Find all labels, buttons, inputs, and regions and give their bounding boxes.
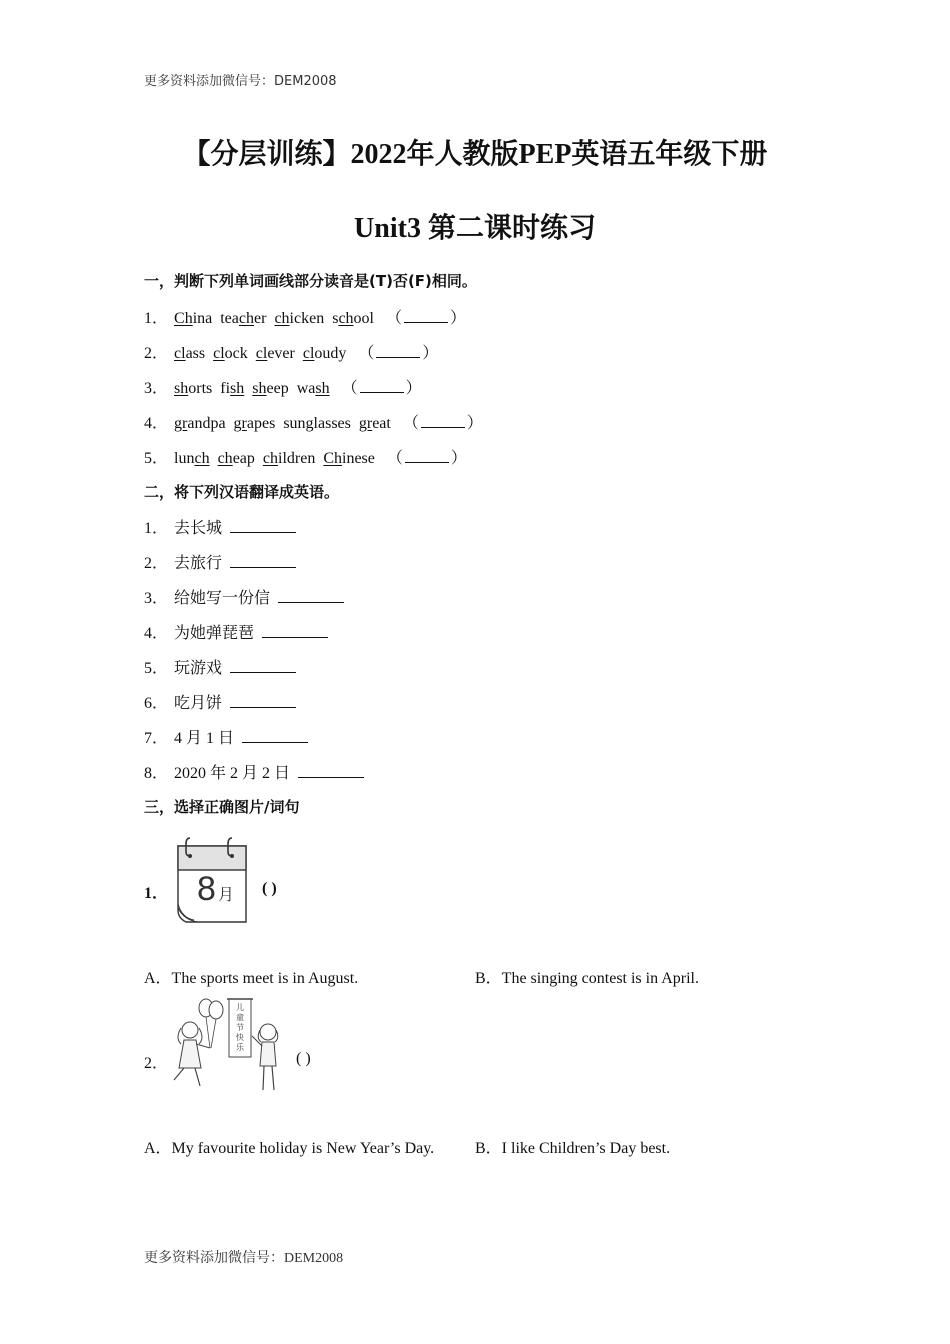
- section1-item-1: [144, 305, 466, 328]
- word: children: [262, 450, 316, 467]
- q1-answer-paren: ( ): [262, 880, 277, 897]
- item-number: 3．: [144, 380, 169, 397]
- calendar-icon: [172, 834, 252, 926]
- item-number: 1．: [144, 310, 169, 327]
- section2-item-6: [144, 690, 296, 713]
- word: cloudy: [302, 345, 347, 362]
- chinese-phrase: 去旅行: [174, 555, 223, 572]
- section1-item-4: [144, 410, 483, 433]
- item-number: 2．: [144, 345, 169, 362]
- section2-item-3: [144, 585, 344, 608]
- answer-blank[interactable]: （ ）: [358, 345, 439, 362]
- translation-blank[interactable]: [230, 693, 296, 708]
- word: wash: [296, 380, 330, 397]
- word: clever: [255, 345, 295, 362]
- word: cheap: [217, 450, 255, 467]
- page-header: 更多资料添加微信号：DEM2008: [144, 74, 337, 89]
- section2-item-1: [144, 515, 296, 538]
- section1-item-2: [144, 340, 438, 363]
- translation-blank[interactable]: [278, 588, 344, 603]
- word: fish: [220, 380, 245, 397]
- q1-number: 1．: [144, 885, 169, 902]
- section1-heading: 一，判断下列单词画线部分读音是(T)否(F)相同。: [144, 272, 477, 290]
- children-holiday-icon: [168, 996, 292, 1096]
- q1-option-a: A．The sports meet is in August.: [144, 970, 359, 987]
- q2-option-a: A．My favourite holiday is New Year’s Day.: [144, 1140, 435, 1157]
- q2-option-b: B．I like Children’s Day best.: [475, 1140, 671, 1157]
- answer-blank[interactable]: （ ）: [402, 415, 483, 432]
- q1-option-b: B．The singing contest is in April.: [475, 970, 699, 987]
- word: teacher: [220, 310, 267, 327]
- childrens-day-image: [168, 996, 292, 1096]
- word: grandpa: [174, 415, 226, 432]
- calendar-month: 月: [218, 885, 235, 904]
- banner-char: 节: [236, 1023, 244, 1032]
- word: clock: [213, 345, 248, 362]
- calendar-image: [172, 834, 252, 926]
- banner-char: 童: [236, 1013, 244, 1022]
- translation-blank[interactable]: [230, 658, 296, 673]
- calendar-number: 8: [197, 870, 216, 908]
- page-footer: 更多资料添加微信号：DEM2008: [144, 1251, 344, 1266]
- title-line-2: Unit3 第二课时练习: [354, 213, 596, 244]
- q2-number: 2．: [144, 1055, 169, 1072]
- translation-blank[interactable]: [242, 728, 308, 743]
- item-number: 4．: [144, 415, 169, 432]
- item-number: 5．: [144, 450, 169, 467]
- q2-answer-paren: ( ): [296, 1050, 311, 1067]
- word: class: [174, 345, 206, 362]
- section2-heading: 二，将下列汉语翻译成英语。: [144, 483, 340, 501]
- word: grapes: [233, 415, 276, 432]
- item-number: 8．: [144, 765, 169, 782]
- answer-blank[interactable]: （ ）: [386, 310, 467, 327]
- chinese-phrase: 去长城: [174, 520, 223, 537]
- word: sheep: [252, 380, 289, 397]
- banner-char: 快: [236, 1033, 244, 1042]
- section2-item-5: [144, 655, 296, 678]
- section2-item-4: [144, 620, 328, 643]
- translation-blank[interactable]: [262, 623, 328, 638]
- item-number: 7．: [144, 730, 169, 747]
- section2-item-7: [144, 725, 308, 748]
- banner-char: 儿: [236, 1003, 244, 1012]
- word: great: [358, 415, 391, 432]
- item-number: 2．: [144, 555, 169, 572]
- item-number: 1．: [144, 520, 169, 537]
- translation-blank[interactable]: [230, 553, 296, 568]
- title-line-1: 【分层训练】2022年人教版PEP英语五年级下册: [182, 139, 768, 170]
- item-number: 5．: [144, 660, 169, 677]
- chinese-phrase: 吃月饼: [174, 695, 223, 712]
- chinese-phrase: 给她写一份信: [174, 590, 271, 607]
- word: Chinese: [323, 450, 375, 467]
- item-number: 4．: [144, 625, 169, 642]
- word: sunglasses: [283, 415, 351, 432]
- word: lunch: [174, 450, 210, 467]
- banner-text: [236, 1002, 245, 1052]
- translation-blank[interactable]: [230, 518, 296, 533]
- translation-blank[interactable]: [298, 763, 364, 778]
- word: school: [332, 310, 374, 327]
- section2-item-2: [144, 550, 296, 573]
- chinese-phrase: 4 月 1 日: [174, 730, 235, 747]
- section1-item-3: [144, 375, 422, 398]
- banner-char: 乐: [236, 1043, 244, 1052]
- section1-item-5: [144, 445, 467, 468]
- chinese-phrase: 2020 年 2 月 2 日: [174, 765, 291, 782]
- item-number: 3．: [144, 590, 169, 607]
- word: China: [174, 310, 213, 327]
- item-number: 6．: [144, 695, 169, 712]
- answer-blank[interactable]: （ ）: [386, 450, 467, 467]
- word: shorts: [174, 380, 213, 397]
- chinese-phrase: 为她弹琵琶: [174, 625, 255, 642]
- section3-heading: 三，选择正确图片/词句: [144, 798, 300, 816]
- answer-blank[interactable]: （ ）: [341, 380, 422, 397]
- chinese-phrase: 玩游戏: [174, 660, 223, 677]
- section2-item-8: [144, 760, 364, 783]
- word: chicken: [274, 310, 325, 327]
